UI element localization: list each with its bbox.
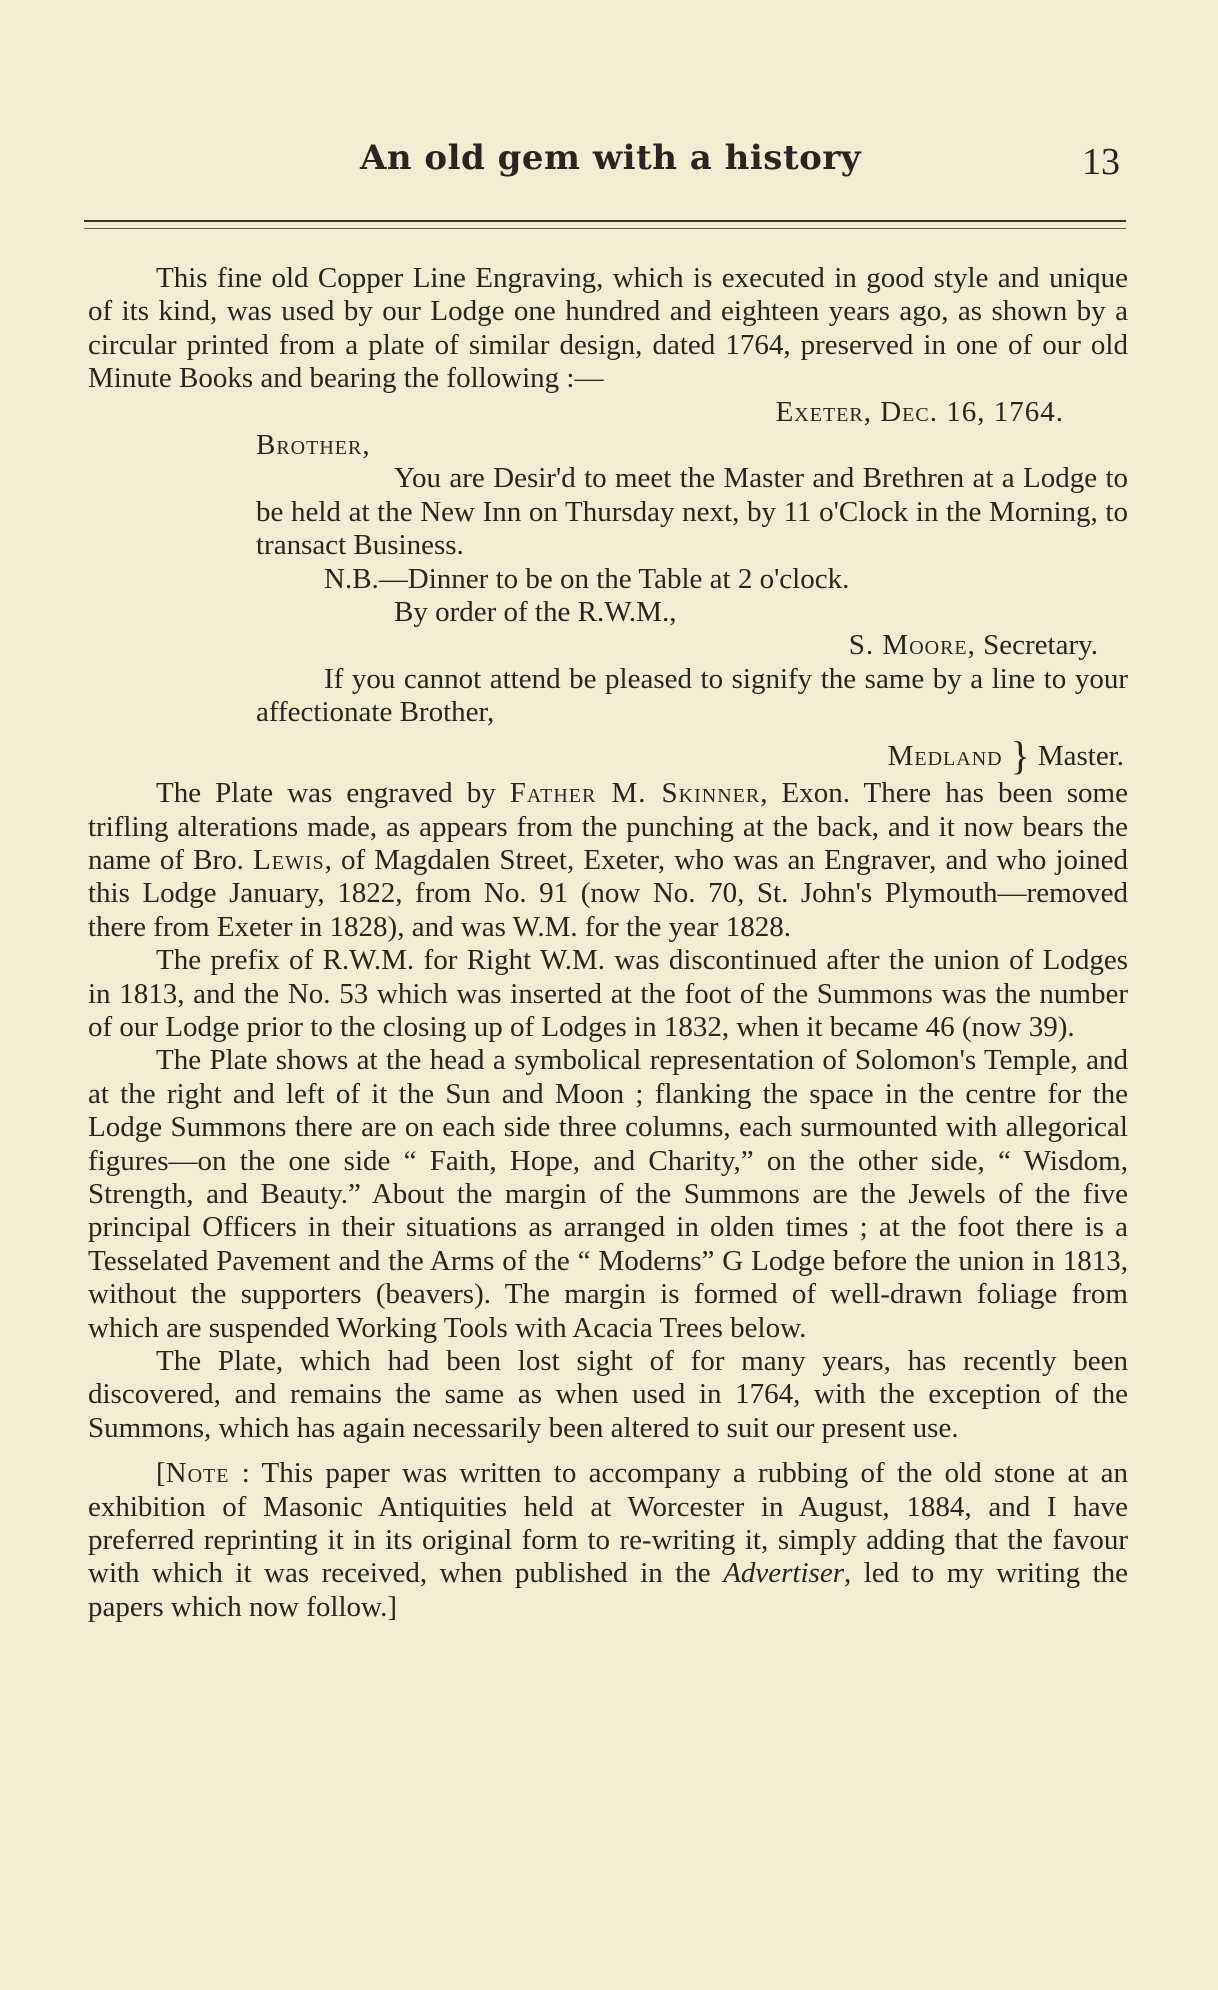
paragraph-engraver: The Plate was engraved by Father M. Skinner, Exon. There has been some trifling alterations made, as appears from the punching at the back, and it now bears the name of Bro. Lewis, of Magdalen Street, Exeter, who was an Engraver, and who joined this Lodge January, 1822, from No. 91 (now No. 70, St. John's Plymouth—removed there from Exeter in 1828), and was W.M. for the year 1828. [88, 777, 1128, 943]
signer-name: Medland [887, 739, 1003, 772]
secretary-name: S. Moore, [848, 629, 976, 662]
intro-paragraph: This fine old Copper Line Engraving, which is executed in good style and unique of its kind, was used by our Lodge one hundred and eighteen years ago, as shown by a circular printed from a plate of similar design, dated 1764, preserved in one of our old Minute Books and bearing the following :— [88, 262, 1128, 395]
header-rule [84, 220, 1126, 222]
editorial-note: [Note : This paper was written to accompany a rubbing of the old stone at an exhibition of Masonic Antiquities held at Worcester in August, 1884, and I have preferred reprinting it in its original form to re-writing it, simply adding that the favour with which it was received, when published in the Advertiser, led to my writing the papers which now follow.] [88, 1457, 1128, 1623]
summons-postscript: If you cannot attend be pleased to signify the same by a line to your affectionate Brother, [256, 662, 1128, 729]
brace-glyph: } [1010, 732, 1030, 778]
paragraph-plate-rediscovered: The Plate, which had been lost sight of for many years, has recently been discovered, and remains the same as when used in 1764, with the exception of the Summons, which has again necessarily been altered to suit our present use. [88, 1345, 1128, 1444]
summons-salutation: Brother, [256, 429, 371, 462]
paragraph-plate-description: The Plate shows at the head a symbolical representation of Solomon's Temple, and at the right and left of it the Sun and Moon ; flanking the space in the centre for the Lodge Summons there are on each side three columns, each surmounted with allegorical figures—on the one side “ Faith, Hope, and Charity,” on the other side, “ Wisdom, Strength, and Beauty.” About the margin of the Summons are the Jewels of the five principal Officers in their situations as arranged in olden times ; at the foot there is a Tesselated Pavement and the Arms of the “ Moderns” G Lodge before the union in 1813, without the supporters (beavers). The margin is formed of well-drawn foliage from which are suspended Working Tools with Acacia Trees below. [88, 1044, 1128, 1344]
summons-by-order: By order of the R.W.M., [394, 596, 677, 629]
summons-body: You are Desir'd to meet the Master and Brethren at a Lodge to be held at the New Inn on Thursday next, by 11 o'Clock in the Morning, to transact Business. [256, 462, 1128, 562]
name-lewis: Lewis [253, 843, 325, 876]
summons-signoff [256, 732, 1128, 778]
body-text [88, 262, 1128, 1624]
header-rule-thin [84, 228, 1126, 229]
note-label: Note [165, 1457, 230, 1490]
page-header [0, 138, 1218, 198]
running-head: An old gem with a history [360, 138, 862, 178]
advertiser-title: Advertiser [723, 1557, 844, 1590]
page-number: 13 [1082, 141, 1120, 183]
name-skinner: Father M. Skinner [509, 777, 761, 810]
signer-title: Master. [1037, 739, 1124, 772]
summons-letter [88, 429, 1128, 778]
summons-secretary [256, 629, 1128, 662]
summons-nb: N.B.—Dinner to be on the Table at 2 o'clock. [324, 562, 850, 595]
paragraph-prefix: The prefix of R.W.M. for Right W.M. was discontinued after the union of Lodges in 1813, and the No. 53 which was inserted at the foot of the Summons was the number of our Lodge prior to the closing up of Lodges in 1832, when it became 46 (now 39). [88, 944, 1128, 1043]
secretary-title: Secretary. [983, 629, 1098, 662]
summons-dateline: Exeter, Dec. 16, 1764. [775, 395, 1064, 428]
quoted-summons [88, 395, 1128, 778]
